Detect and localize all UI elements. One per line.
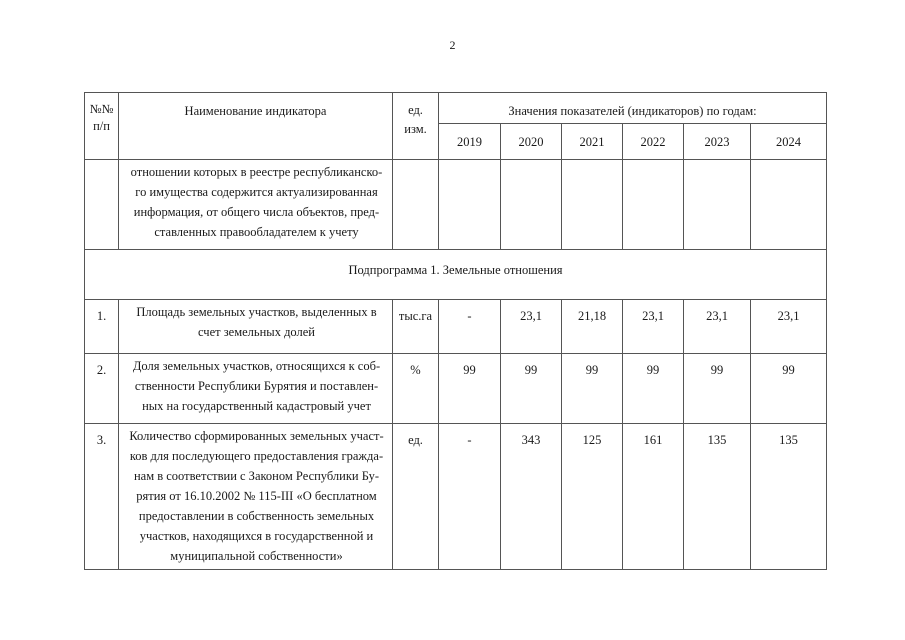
cont-name [119, 160, 393, 250]
cont-value [623, 160, 684, 250]
cont-value [501, 160, 562, 250]
row-value: 135 [751, 424, 827, 570]
table-row [85, 424, 827, 570]
header-year: 2019 [439, 124, 501, 160]
header-unit [393, 93, 439, 160]
row-value: 161 [623, 424, 684, 570]
header-unit-line: ед. [408, 103, 423, 117]
indicators-table [84, 92, 827, 570]
row-value: 23,1 [751, 300, 827, 354]
row-value: 99 [751, 354, 827, 424]
subprogram-title: Подпрограмма 1. Земельные отношения [85, 250, 827, 300]
name-line: ных на государственный кадастровый учет [142, 399, 371, 413]
row-name [119, 424, 393, 570]
row-value: 23,1 [623, 300, 684, 354]
row-value: 125 [562, 424, 623, 570]
cont-value [562, 160, 623, 250]
header-year: 2020 [501, 124, 562, 160]
name-line: муниципальной собственности» [170, 549, 343, 563]
cont-value [751, 160, 827, 250]
row-unit: ед. [393, 424, 439, 570]
row-name [119, 354, 393, 424]
row-value: 99 [623, 354, 684, 424]
header-num [85, 93, 119, 160]
header-year: 2021 [562, 124, 623, 160]
row-unit: % [393, 354, 439, 424]
name-line: участков, находящихся в государственной и [139, 529, 374, 543]
header-unit-line: изм. [404, 122, 427, 136]
header-year: 2024 [751, 124, 827, 160]
row-value: 23,1 [501, 300, 562, 354]
row-value: 21,18 [562, 300, 623, 354]
header-num-line: №№ [89, 102, 114, 116]
name-line: счет земельных долей [198, 325, 315, 339]
row-value: 99 [562, 354, 623, 424]
header-values-title: Значения показателей (индикаторов) по годам: [439, 93, 827, 124]
name-line: предоставлении в собственность земельных [138, 509, 375, 523]
row-value: 135 [684, 424, 751, 570]
row-num: 3. [85, 424, 119, 570]
subprogram-row [85, 250, 827, 300]
row-num: 2. [85, 354, 119, 424]
row-num: 1. [85, 300, 119, 354]
row-value: - [439, 300, 501, 354]
cont-num [85, 160, 119, 250]
name-line: ков для последующего предоставления гражда- [129, 449, 384, 463]
name-line: ставленных правообладателем к учету [154, 225, 359, 239]
name-line: отношении которых в реестре республиканско- [130, 165, 383, 179]
row-value: 343 [501, 424, 562, 570]
row-value: 99 [684, 354, 751, 424]
cont-unit [393, 160, 439, 250]
table-row [85, 354, 827, 424]
header-year: 2022 [623, 124, 684, 160]
row-value: 99 [501, 354, 562, 424]
continuation-row [85, 160, 827, 250]
header-row [85, 93, 827, 124]
name-line: ственности Республики Бурятия и поставлен- [134, 379, 379, 393]
row-name [119, 300, 393, 354]
name-line: рятия от 16.10.2002 № 115-III «О бесплатном [136, 489, 377, 503]
header-year: 2023 [684, 124, 751, 160]
table-row [85, 300, 827, 354]
cont-value [684, 160, 751, 250]
cont-value [439, 160, 501, 250]
page-number: 2 [449, 38, 456, 52]
name-line: Доля земельных участков, относящихся к соб- [132, 359, 381, 373]
name-line: Количество сформированных земельных участ- [129, 429, 384, 443]
name-line: го имущества содержится актуализированная [135, 185, 378, 199]
name-line: нам в соответствии с Законом Республики Бу- [133, 469, 380, 483]
row-value: - [439, 424, 501, 570]
row-value: 23,1 [684, 300, 751, 354]
header-name: Наименование индикатора [119, 93, 393, 160]
name-line: Площадь земельных участков, выделенных в [136, 305, 377, 319]
row-value: 99 [439, 354, 501, 424]
name-line: информация, от общего числа объектов, пред- [133, 205, 380, 219]
row-unit: тыс.га [393, 300, 439, 354]
header-num-line: п/п [93, 119, 110, 133]
